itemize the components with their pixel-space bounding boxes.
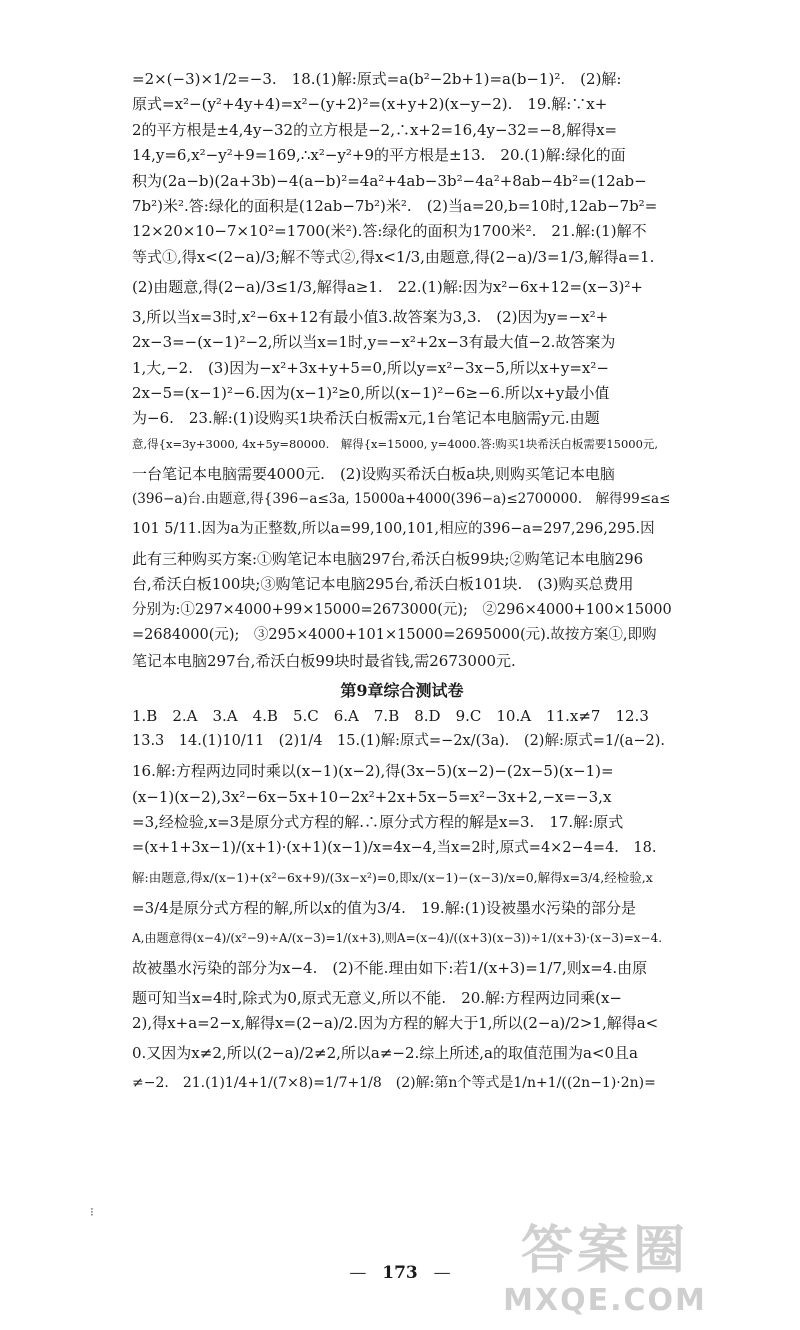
text-line: 2x−5=(x−1)²−6.因为(x−1)²≥0,所以(x−1)²−6≥−6.所以x+y最小值 bbox=[132, 383, 610, 402]
text-line: 题可知当x=4时,除式为0,原式无意义,所以不能. 20.解:方程两边同乘(x− bbox=[132, 988, 622, 1007]
text-line: 分别为:①297×4000+99×15000=2673000(元); ②296×4000+100×15000 bbox=[132, 601, 672, 618]
text-line: 故被墨水污染的部分为x−4. (2)不能.理由如下:若1/(x+3)=1/7,则x=4.由原 bbox=[132, 958, 648, 977]
text-line: 2的平方根是±4,4y−32的立方根是−2,∴x+2=16,4y−32=−8,解得x= bbox=[132, 120, 618, 139]
text-line: =2684000(元); ③295×4000+101×15000=2695000(元).故按方案①,即购 bbox=[132, 627, 657, 644]
text-line: =3,经检验,x=3是原分式方程的解.∴原分式方程的解是x=3. 17.解:原式 bbox=[132, 813, 624, 832]
section-title: 第9章综合测试卷 bbox=[340, 681, 464, 701]
text-line: 一台笔记本电脑需要4000元. (2)设购买希沃白板a块,则购买笔记本电脑 bbox=[132, 464, 615, 483]
text-line: 解:由题意,得x/(x−1)+(x²−6x+9)/(3x−x²)=0,即x/(x−1)−(x−3)/x=0,解得x=3/4,经检验,x bbox=[132, 869, 653, 885]
margin-mark: ⁝ bbox=[90, 1205, 94, 1219]
text-line: 2x−3=−(x−1)²−2,所以当x=1时,y=−x²+2x−3有最大值−2.故答案为 bbox=[132, 333, 616, 352]
text-line: (2)由题意,得(2−a)/3≤1/3,解得a≥1. 22.(1)解:因为x²−6x+12=(x−3)²+ bbox=[132, 277, 643, 296]
text-line: 为−6. 23.解:(1)设购买1块希沃白板需x元,1台笔记本电脑需y元.由题 bbox=[132, 409, 600, 428]
text-line: 意,得{x=3y+3000, 4x+5y=80000. 解得{x=15000, y=4000.答:购买1块希沃白板需要15000元, bbox=[132, 436, 659, 451]
text-line: 2),得x+a=2−x,解得x=(2−a)/2.因为方程的解大于1,所以(2−a)/2>1,解得a< bbox=[132, 1013, 659, 1032]
watermark-text: 答案圈 bbox=[520, 1220, 689, 1281]
text-line: 13.3 14.(1)10/11 (2)1/4 15.(1)解:原式=−2x/(3a). (2)解:原式=1/(a−2). bbox=[132, 733, 666, 750]
page-number: 173 bbox=[382, 1263, 418, 1283]
text-line: =2×(−3)×1/2=−3. 18.(1)解:原式=a(b²−2b+1)=a(b−1)². (2)解: bbox=[132, 70, 622, 88]
watermark-url: MXQE.COM bbox=[503, 1282, 707, 1318]
footer-dash-left: — bbox=[349, 1263, 367, 1283]
text-line: 1,大,−2. (3)因为−x²+3x+y+5=0,所以y=x²−3x−5,所以x+y=x²− bbox=[132, 358, 609, 377]
footer-dash-right: — bbox=[433, 1263, 451, 1283]
answer-text-block bbox=[132, 70, 672, 1104]
text-line: 原式=x²−(y²+4y+4)=x²−(y+2)²=(x+y+2)(x−y−2). 19.解:∵x+ bbox=[132, 95, 608, 114]
text-line: 积为(2a−b)(2a+3b)−4(a−b)²=4a²+4ab−3b²−4a²+8ab−4b²=(12ab− bbox=[132, 171, 647, 190]
text-line: 16.解:方程两边同时乘以(x−1)(x−2),得(3x−5)(x−2)−(2x−5)(x−1)= bbox=[132, 762, 614, 781]
text-line: 3,所以当x=3时,x²−6x+12有最小值3.故答案为3,3. (2)因为y=−x²+ bbox=[132, 307, 609, 326]
text-line: 此有三种购买方案:①购笔记本电脑297台,希沃白板99块;②购笔记本电脑296 bbox=[132, 550, 644, 569]
text-line: ≠−2. 21.(1)1/4+1/(7×8)=1/7+1/8 (2)解:第n个等式是1/n+1/((2n−1)·2n)= bbox=[132, 1074, 656, 1091]
text-line: 14,y=6,x²−y²+9=169,∴x²−y²+9的平方根是±13. 20.(1)解:绿化的面 bbox=[132, 146, 626, 165]
text-line: 1.B 2.A 3.A 4.B 5.C 6.A 7.B 8.D 9.C 10.A 11.x≠7 12.3 bbox=[132, 707, 649, 726]
text-line: 台,希沃白板100块;③购笔记本电脑295台,希沃白板101块. (3)购买总费用 bbox=[132, 575, 634, 594]
text-line: (396−a)台.由题意,得{396−a≤3a, 15000a+4000(396−a)≤2700000. 解得99≤a≤ bbox=[132, 491, 671, 508]
text-line: 笔记本电脑297台,希沃白板99块时最省钱,需2673000元. bbox=[132, 651, 516, 670]
text-line: =(x+1+3x−1)/(x+1)·(x+1)(x−1)/x=4x−4,当x=2时,原式=4×2−4=4. 18. bbox=[132, 839, 657, 856]
text-line: 0.又因为x≠2,所以(2−a)/2≠2,所以a≠−2.综上所述,a的取值范围为a<0且a bbox=[132, 1043, 638, 1062]
text-line: =3/4是原分式方程的解,所以x的值为3/4. 19.解:(1)设被墨水污染的部分是 bbox=[132, 898, 637, 917]
text-line: A,由题意得(x−4)/(x²−9)÷A/(x−3)=1/(x+3),则A=(x−4)/((x+3)(x−3))÷1/(x+3)·(x−3)=x−4. bbox=[132, 930, 663, 945]
text-line: 101 5/11.因为a为正整数,所以a=99,100,101,相应的396−a=297,296,295.因 bbox=[132, 521, 655, 538]
text-line: (x−1)(x−2),3x²−6x−5x+10−2x²+2x+5x−5=x²−3x+2,−x=−3,x bbox=[132, 787, 612, 806]
text-line: 12×20×10−7×10²=1700(米²).答:绿化的面积为1700米². 21.解:(1)解不 bbox=[132, 222, 647, 241]
text-line: 7b²)米².答:绿化的面积是(12ab−7b²)米². (2)当a=20,b=10时,12ab−7b²= bbox=[132, 196, 658, 215]
watermark-logo bbox=[420, 1210, 790, 1325]
text-line: 等式①,得x<(2−a)/3;解不等式②,得x<1/3,由题意,得(2−a)/3=1/3,解得a=1. bbox=[132, 247, 655, 266]
